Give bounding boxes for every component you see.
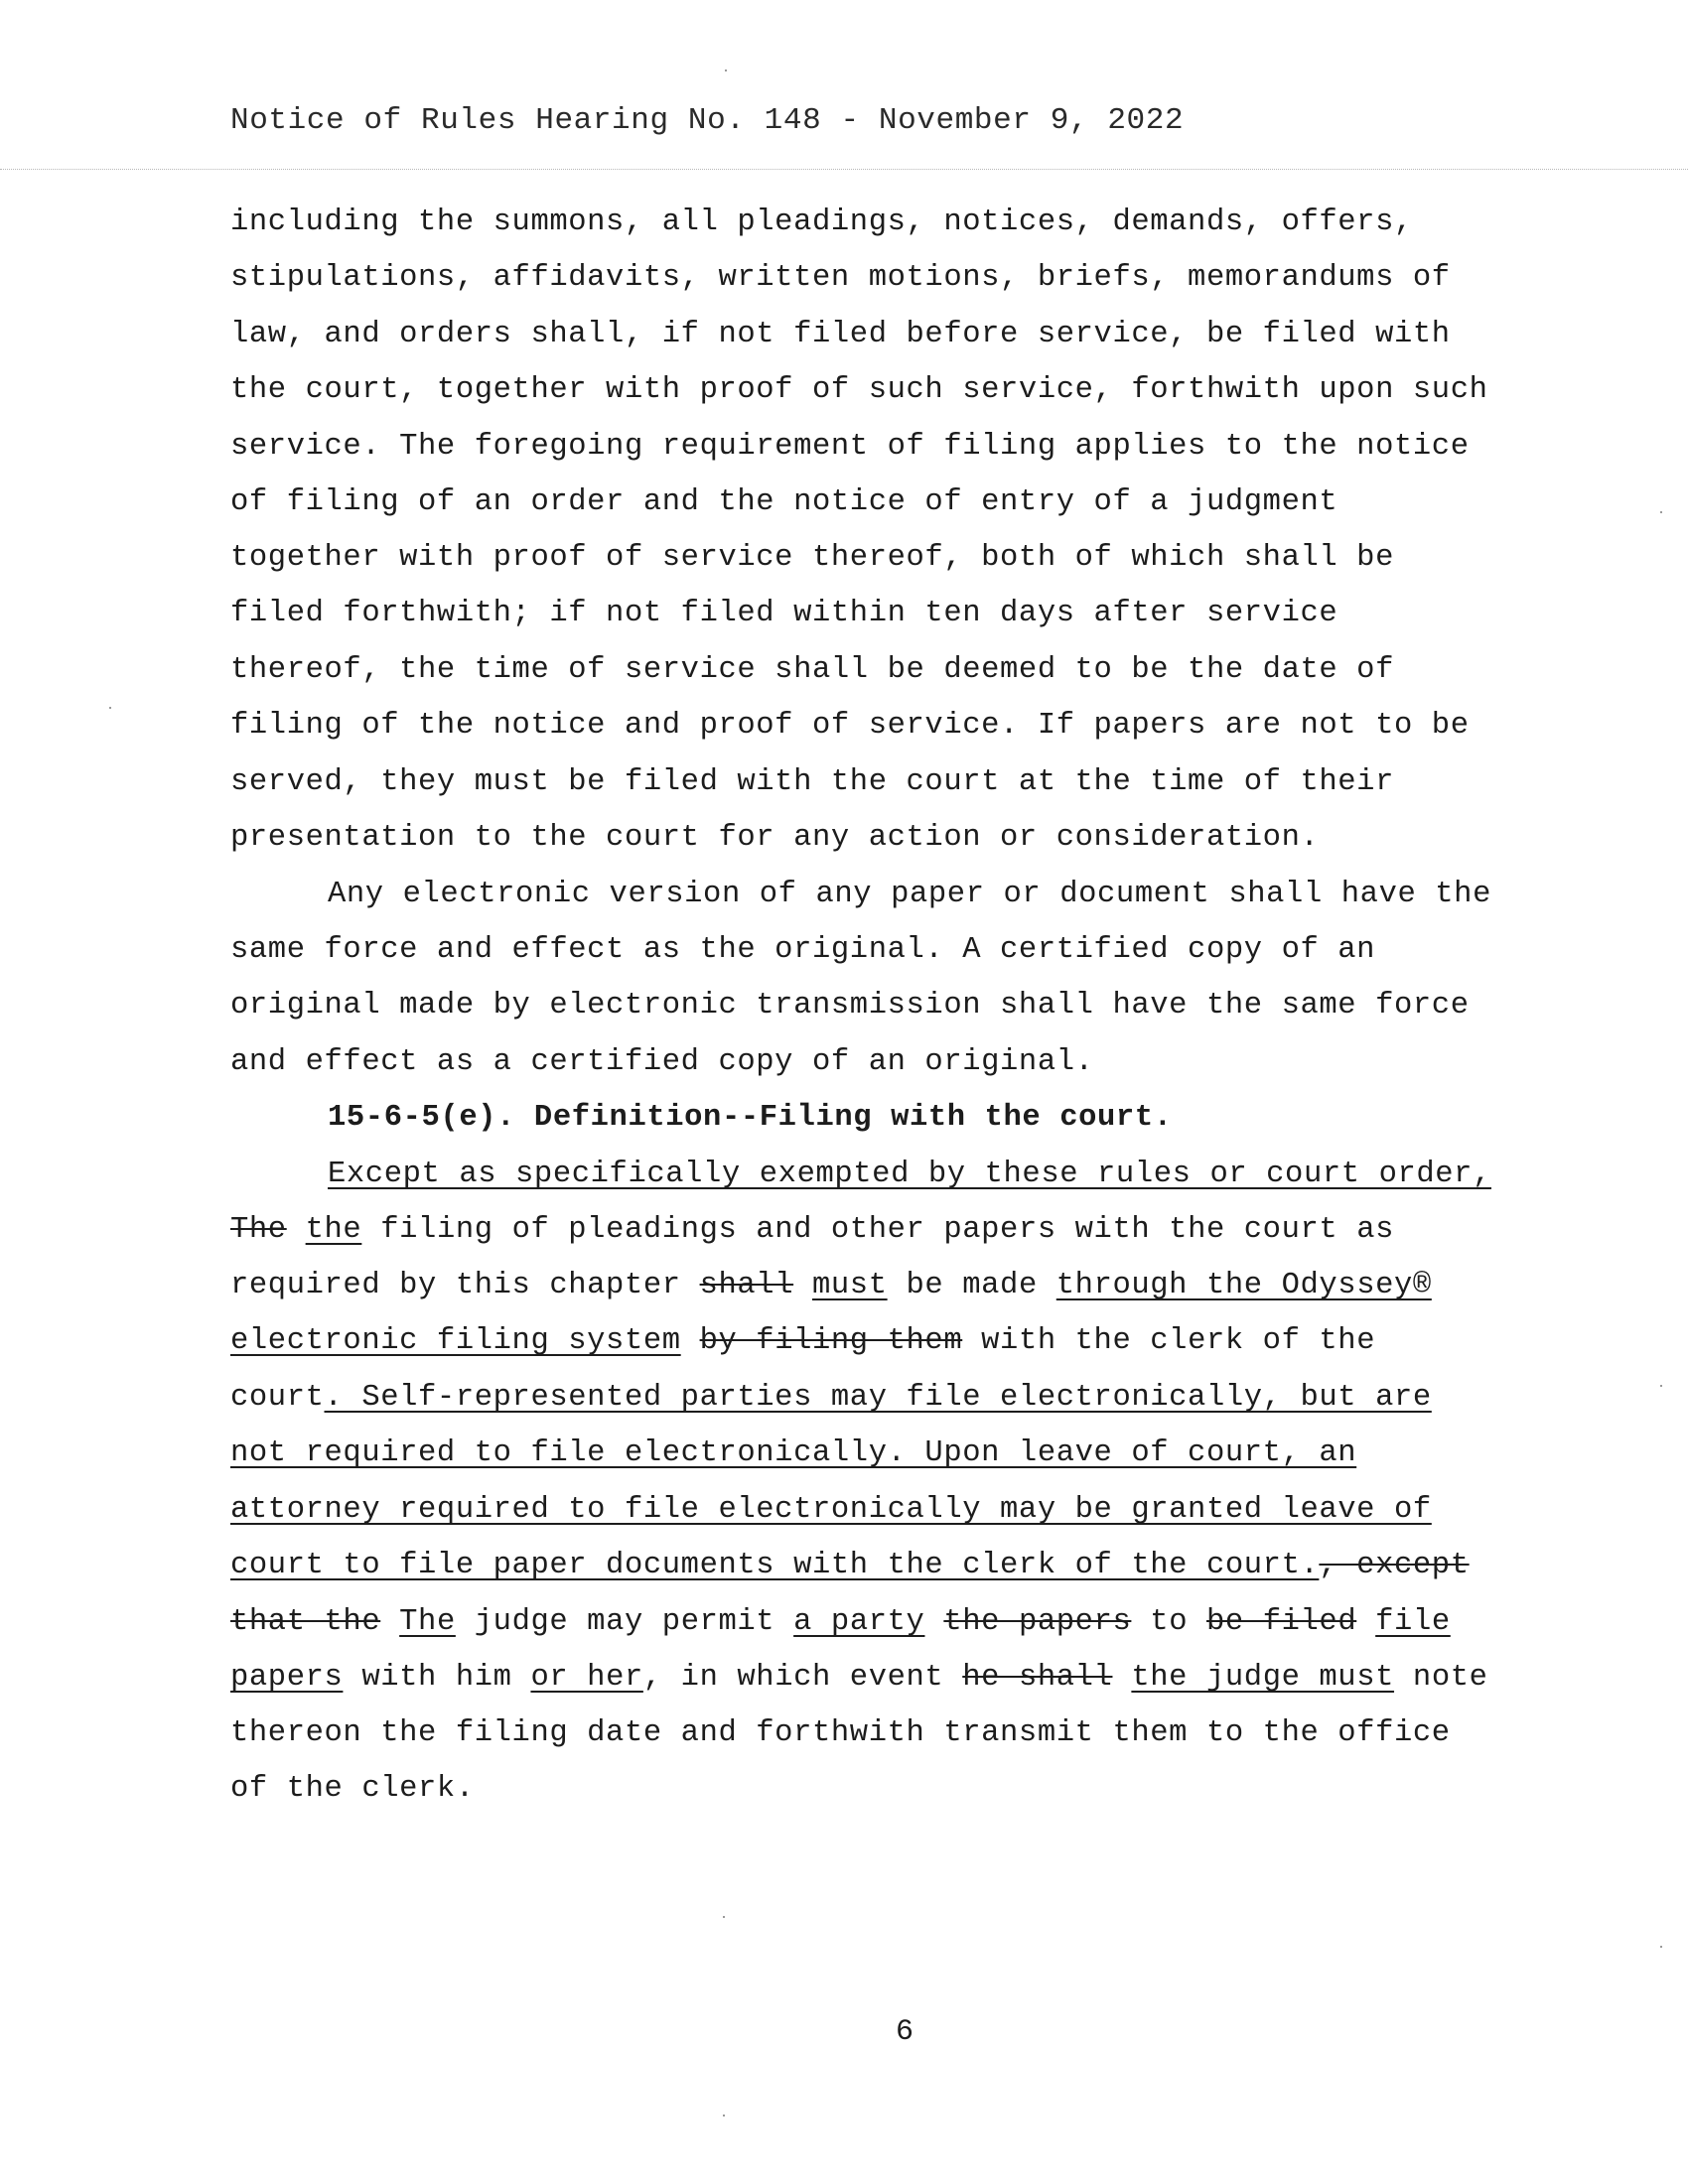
text-run: of the clerk. [230, 1772, 475, 1806]
amended-line [230, 1769, 475, 1809]
text-run: judge may permit [455, 1605, 794, 1639]
text-run: filing of pleadings and other papers with the court as [361, 1213, 1395, 1247]
paragraph-line: filed forthwith; if not filed within ten days after service [230, 597, 1338, 630]
amended-line [230, 1546, 1470, 1585]
text-run [287, 1213, 306, 1247]
text-run [681, 1324, 700, 1358]
paragraph-line: and effect as a certified copy of an original. [230, 1045, 1094, 1079]
paragraph-line: Any electronic version of any paper or document shall have the [328, 878, 1491, 911]
inserted-text: through the Odyssey® [1055, 1269, 1432, 1302]
deleted-text: The [230, 1213, 287, 1247]
paragraph-line: service. The foregoing requirement of filing applies to the notice [230, 430, 1470, 464]
amended-line [230, 1266, 1432, 1305]
paragraph-line: of filing of an order and the notice of entry of a judgment [230, 485, 1338, 519]
amended-line [230, 1433, 1356, 1473]
amended-line [230, 1713, 1451, 1753]
text-run: thereon the filing date and forthwith transmit them to the office [230, 1716, 1451, 1750]
text-run [793, 1269, 812, 1302]
section-heading: 15-6-5(e). Definition--Filing with the court. [328, 1101, 1173, 1135]
scan-speck [1660, 1385, 1662, 1387]
paragraph-line: served, they must be filed with the court at the time of their [230, 765, 1394, 799]
inserted-text: not required to file electronically. Upon leave of court, an [230, 1436, 1357, 1470]
amended-line [230, 1658, 1488, 1698]
paragraph-line: filing of the notice and proof of service. If papers are not to be [230, 709, 1470, 743]
inserted-text: the judge must [1131, 1661, 1395, 1695]
text-run: to [1131, 1605, 1207, 1639]
amended-line [230, 1378, 1432, 1418]
inserted-text: electronic filing system [230, 1324, 681, 1358]
deleted-text: by filing them [699, 1324, 963, 1358]
scan-speck [723, 1916, 725, 1918]
text-run: note [1394, 1661, 1488, 1695]
paragraph-line: thereof, the time of service shall be deemed to be the date of [230, 653, 1394, 687]
header-divider [0, 169, 1688, 170]
scan-speck [725, 69, 727, 71]
scan-speck [1660, 511, 1662, 513]
inserted-text: the [305, 1213, 362, 1247]
amended-line [230, 1321, 1375, 1361]
page-header: Notice of Rules Hearing No. 148 - November 9, 2022 [230, 103, 1185, 138]
paragraph-line: together with proof of service thereof, both of which shall be [230, 541, 1394, 575]
text-run [1356, 1605, 1375, 1639]
paragraph-line: the court, together with proof of such service, forthwith upon such [230, 373, 1488, 407]
inserted-text: file [1375, 1605, 1451, 1639]
paragraph-line: original made by electronic transmission shall have the same force [230, 989, 1470, 1023]
amended-line [328, 1155, 1491, 1194]
inserted-text: . Self-represented parties may file electronically, but are [324, 1381, 1432, 1415]
paragraph-line: including the summons, all pleadings, notices, demands, offers, [230, 205, 1413, 239]
page-number: 6 [896, 2015, 914, 2049]
paragraph-line: law, and orders shall, if not filed before service, be filed with [230, 318, 1451, 351]
inserted-text: a party [793, 1605, 925, 1639]
inserted-text: court to file paper documents with the clerk of the court. [230, 1549, 1320, 1582]
text-run: be made [887, 1269, 1056, 1302]
text-run: with the clerk of the [962, 1324, 1376, 1358]
inserted-text: attorney required to file electronically may be granted leave of [230, 1493, 1432, 1527]
inserted-text: must [812, 1269, 888, 1302]
deleted-text: shall [699, 1269, 794, 1302]
amended-line [230, 1490, 1432, 1530]
paragraph-line: same force and effect as the original. A certified copy of an [230, 933, 1376, 967]
paragraph-line: presentation to the court for any action or consideration. [230, 821, 1320, 855]
text-run: court [230, 1381, 325, 1415]
text-run: , in which event [642, 1661, 963, 1695]
inserted-text: The [399, 1605, 456, 1639]
scan-speck [109, 707, 111, 709]
text-run [924, 1605, 943, 1639]
amended-line [230, 1210, 1394, 1250]
text-run: required by this chapter [230, 1269, 700, 1302]
deleted-text: , except [1319, 1549, 1470, 1582]
deleted-text: the papers [943, 1605, 1132, 1639]
paragraph-line: stipulations, affidavits, written motions, briefs, memorandums of [230, 261, 1451, 295]
deleted-text: that the [230, 1605, 381, 1639]
scan-speck [723, 2115, 725, 2116]
inserted-text: papers [230, 1661, 344, 1695]
inserted-text: Except as specifically exempted by these rules or court order, [328, 1158, 1491, 1191]
text-run: with him [343, 1661, 531, 1695]
text-run [1112, 1661, 1131, 1695]
deleted-text: be filed [1206, 1605, 1357, 1639]
inserted-text: or her [530, 1661, 643, 1695]
scan-speck [1660, 1946, 1662, 1948]
amended-line [230, 1602, 1451, 1642]
text-run [380, 1605, 399, 1639]
deleted-text: he shall [962, 1661, 1113, 1695]
